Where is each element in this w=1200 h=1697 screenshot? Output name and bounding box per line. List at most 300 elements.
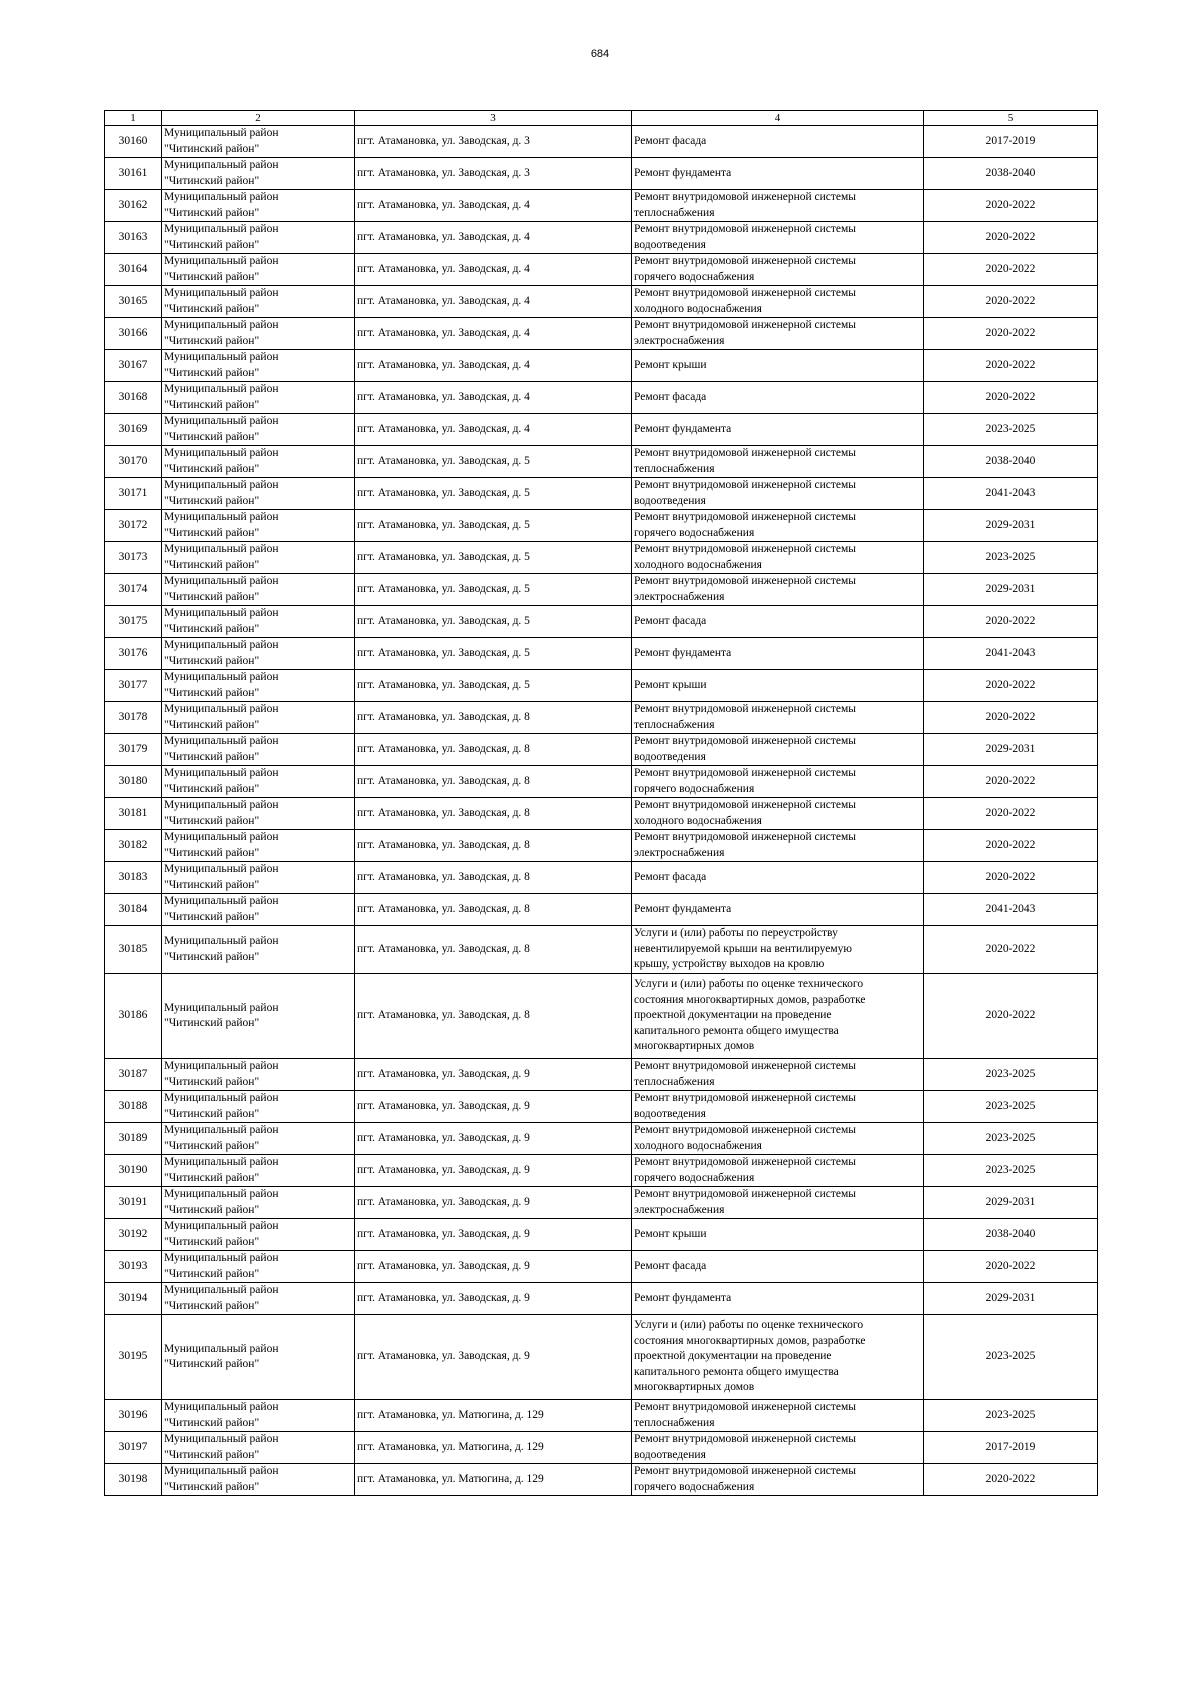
address: пгт. Атамановка, ул. Заводская, д. 9 [355,1123,632,1155]
municipality [162,798,355,830]
table-row [105,702,1098,734]
municipality-line: "Читинский район" [164,1267,260,1280]
work-type [632,126,924,158]
work-type-line: Ремонт фасада [634,614,707,627]
row-number: 30194 [105,1283,162,1315]
work-type [632,1091,924,1123]
period: 2023-2025 [924,1123,1098,1155]
municipality [162,1464,355,1496]
work-type [632,1251,924,1283]
work-type-line: Ремонт крыши [634,678,707,691]
work-type [632,702,924,734]
period: 2029-2031 [924,510,1098,542]
work-type-line: водоотведения [634,238,706,251]
table-row [105,1432,1098,1464]
municipality-line: Муниципальный район [164,543,279,555]
municipality-line: Муниципальный район [164,607,279,619]
row-number: 30179 [105,734,162,766]
municipality-line: Муниципальный район [164,1284,279,1296]
table-row [105,1464,1098,1496]
address: пгт. Атамановка, ул. Заводская, д. 5 [355,478,632,510]
municipality [162,382,355,414]
period: 2020-2022 [924,974,1098,1059]
work-type [632,894,924,926]
address: пгт. Атамановка, ул. Заводская, д. 4 [355,414,632,446]
work-type-line: проектной документации на проведение [634,1350,832,1363]
municipality [162,350,355,382]
address: пгт. Атамановка, ул. Заводская, д. 9 [355,1187,632,1219]
address: пгт. Атамановка, ул. Заводская, д. 3 [355,126,632,158]
address: пгт. Атамановка, ул. Матюгина, д. 129 [355,1432,632,1464]
row-number: 30169 [105,414,162,446]
work-type-line: холодного водоснабжения [634,558,762,571]
address: пгт. Атамановка, ул. Заводская, д. 5 [355,606,632,638]
row-number: 30182 [105,830,162,862]
municipality-line: Муниципальный район [164,1092,279,1104]
work-type-line: горячего водоснабжения [634,1171,755,1184]
work-type-line: электроснабжения [634,334,725,347]
municipality-line: "Читинский район" [164,206,260,219]
row-number: 30162 [105,190,162,222]
work-type-line: Услуги и (или) работы по переустройству [634,927,838,940]
table-row [105,350,1098,382]
work-type-line: теплоснабжения [634,462,715,475]
work-type-line: Ремонт внутридомовой инженерной системы [634,1060,857,1072]
municipality-line: "Читинский район" [164,846,260,859]
municipality [162,574,355,606]
period: 2020-2022 [924,382,1098,414]
table-row [105,574,1098,606]
row-number: 30177 [105,670,162,702]
work-type [632,638,924,670]
municipality-line: Муниципальный район [164,639,279,651]
table-row [105,766,1098,798]
work-type-line: Ремонт внутридомовой инженерной системы [634,191,857,203]
municipality-line: "Читинский район" [164,270,260,283]
work-type-line: электроснабжения [634,1203,725,1216]
municipality-line: "Читинский район" [164,558,260,571]
work-type-line: многоквартирных домов [634,1040,755,1053]
period: 2023-2025 [924,1091,1098,1123]
municipality-line: "Читинский район" [164,526,260,539]
address: пгт. Атамановка, ул. Заводская, д. 4 [355,382,632,414]
municipality [162,1432,355,1464]
work-type-line: Ремонт внутридомовой инженерной системы [634,1092,857,1104]
table-row [105,286,1098,318]
table-row [105,1123,1098,1155]
work-type [632,830,924,862]
municipality-line: Муниципальный район [164,575,279,587]
municipality-line: "Читинский район" [164,1235,260,1248]
municipality-line: "Читинский район" [164,1075,260,1088]
row-number: 30167 [105,350,162,382]
work-type-line: теплоснабжения [634,1416,715,1429]
municipality-line: "Читинский район" [164,1203,260,1216]
table-row [105,1187,1098,1219]
address: пгт. Атамановка, ул. Заводская, д. 9 [355,1283,632,1315]
address: пгт. Атамановка, ул. Заводская, д. 9 [355,1219,632,1251]
work-type-line: холодного водоснабжения [634,814,762,827]
municipality-line: "Читинский район" [164,910,260,923]
work-type [632,254,924,286]
table-row [105,670,1098,702]
row-number: 30186 [105,974,162,1059]
work-type-line: невентилируемой крыши на вентилируемую [634,942,853,955]
row-number: 30190 [105,1155,162,1187]
table-row [105,862,1098,894]
work-type-line: Ремонт внутридомовой инженерной системы [634,575,857,587]
address: пгт. Атамановка, ул. Заводская, д. 8 [355,830,632,862]
table-row [105,638,1098,670]
work-type [632,542,924,574]
row-number: 30197 [105,1432,162,1464]
municipality [162,702,355,734]
work-type [632,862,924,894]
work-type-line: Услуги и (или) работы по оценке технического [634,978,864,991]
table-row [105,414,1098,446]
work-type [632,382,924,414]
address: пгт. Атамановка, ул. Заводская, д. 4 [355,254,632,286]
row-number: 30187 [105,1059,162,1091]
row-number: 30165 [105,286,162,318]
table-row [105,1219,1098,1251]
row-number: 30196 [105,1400,162,1432]
municipality-line: Муниципальный район [164,1001,279,1014]
period: 2020-2022 [924,350,1098,382]
municipality-line: "Читинский район" [164,238,260,251]
municipality-line: "Читинский район" [164,174,260,187]
municipality-line: "Читинский район" [164,686,260,699]
municipality-line: Муниципальный район [164,127,279,139]
period: 2020-2022 [924,926,1098,974]
municipality-line: Муниципальный район [164,351,279,363]
address: пгт. Атамановка, ул. Заводская, д. 8 [355,702,632,734]
work-type-line: горячего водоснабжения [634,782,755,795]
address: пгт. Атамановка, ул. Матюгина, д. 129 [355,1400,632,1432]
address: пгт. Атамановка, ул. Заводская, д. 8 [355,798,632,830]
period: 2020-2022 [924,766,1098,798]
municipality-line: Муниципальный район [164,415,279,427]
address: пгт. Атамановка, ул. Заводская, д. 5 [355,670,632,702]
municipality-line: "Читинский район" [164,950,260,963]
row-number: 30163 [105,222,162,254]
work-type-line: водоотведения [634,1107,706,1120]
row-number: 30183 [105,862,162,894]
municipality [162,830,355,862]
municipality [162,286,355,318]
work-type-line: Ремонт фасада [634,1259,707,1272]
header-cell-3: 3 [355,111,632,126]
municipality [162,1400,355,1432]
table-row [105,542,1098,574]
municipality-line: "Читинский район" [164,718,260,731]
period: 2020-2022 [924,222,1098,254]
row-number: 30171 [105,478,162,510]
address: пгт. Атамановка, ул. Заводская, д. 5 [355,542,632,574]
work-type-line: крышу, устройству выходов на кровлю [634,958,825,971]
row-number: 30198 [105,1464,162,1496]
period: 2029-2031 [924,574,1098,606]
municipality-line: Муниципальный район [164,1060,279,1072]
work-type-line: горячего водоснабжения [634,1480,755,1493]
period: 2020-2022 [924,830,1098,862]
municipality [162,1219,355,1251]
municipality-line: Муниципальный район [164,935,279,947]
work-type-line: Ремонт внутридомовой инженерной системы [634,287,857,299]
work-type-line: горячего водоснабжения [634,526,755,539]
table-row [105,222,1098,254]
municipality-line: "Читинский район" [164,366,260,379]
row-number: 30180 [105,766,162,798]
work-type [632,1219,924,1251]
municipality [162,734,355,766]
municipality-line: "Читинский район" [164,1448,260,1461]
address: пгт. Атамановка, ул. Заводская, д. 4 [355,286,632,318]
municipality-line: Муниципальный район [164,223,279,235]
work-type-line: Ремонт внутридомовой инженерной системы [634,703,857,715]
municipality [162,1315,355,1400]
row-number: 30161 [105,158,162,190]
table-row [105,606,1098,638]
table-row [105,126,1098,158]
address: пгт. Атамановка, ул. Заводская, д. 3 [355,158,632,190]
address: пгт. Атамановка, ул. Заводская, д. 4 [355,190,632,222]
period: 2020-2022 [924,702,1098,734]
municipality-line: Муниципальный район [164,799,279,811]
work-type-line: Ремонт внутридомовой инженерной системы [634,1156,857,1168]
municipality [162,126,355,158]
table-row [105,734,1098,766]
period: 2029-2031 [924,734,1098,766]
row-number: 30172 [105,510,162,542]
header-cell-5: 5 [924,111,1098,126]
address: пгт. Атамановка, ул. Заводская, д. 9 [355,1059,632,1091]
period: 2038-2040 [924,446,1098,478]
period: 2023-2025 [924,1315,1098,1400]
work-type-line: Ремонт фасада [634,390,707,403]
municipality-line: Муниципальный район [164,703,279,715]
municipality-line: "Читинский район" [164,334,260,347]
table-row [105,190,1098,222]
period: 2023-2025 [924,1059,1098,1091]
work-type-line: теплоснабжения [634,1075,715,1088]
row-number: 30170 [105,446,162,478]
work-type-line: Ремонт фундамента [634,1291,732,1304]
municipality-line: Муниципальный район [164,159,279,171]
period: 2023-2025 [924,1155,1098,1187]
row-number: 30164 [105,254,162,286]
work-type [632,1432,924,1464]
work-type [632,222,924,254]
row-number: 30193 [105,1251,162,1283]
table-row [105,382,1098,414]
municipality-line: Муниципальный район [164,1401,279,1413]
municipality [162,510,355,542]
municipality [162,1059,355,1091]
municipality-line: "Читинский район" [164,654,260,667]
work-type-line: Ремонт внутридомовой инженерной системы [634,511,857,523]
address: пгт. Атамановка, ул. Заводская, д. 8 [355,894,632,926]
municipality-line: Муниципальный район [164,1465,279,1477]
work-type [632,190,924,222]
work-type-line: многоквартирных домов [634,1381,755,1394]
municipality-line: Муниципальный район [164,1156,279,1168]
work-type [632,1400,924,1432]
table-row [105,478,1098,510]
work-type [632,926,924,974]
table-body [105,111,1098,1496]
work-type-line: Ремонт внутридомовой инженерной системы [634,447,857,459]
municipality-line: "Читинский район" [164,430,260,443]
row-number: 30189 [105,1123,162,1155]
work-type-line: Ремонт внутридомовой инженерной системы [634,255,857,267]
row-number: 30173 [105,542,162,574]
work-type-line: холодного водоснабжения [634,302,762,315]
period: 2017-2019 [924,1432,1098,1464]
municipality [162,414,355,446]
municipality-line: Муниципальный район [164,735,279,747]
period: 2020-2022 [924,1251,1098,1283]
municipality-line: "Читинский район" [164,1299,260,1312]
work-type-line: Ремонт внутридомовой инженерной системы [634,735,857,747]
work-type-line: Ремонт фундамента [634,902,732,915]
work-type-line: Ремонт внутридомовой инженерной системы [634,1465,857,1477]
row-number: 30174 [105,574,162,606]
municipality-line: Муниципальный район [164,319,279,331]
municipality [162,862,355,894]
work-type-line: теплоснабжения [634,206,715,219]
work-type [632,1283,924,1315]
table-row [105,894,1098,926]
work-type [632,446,924,478]
work-type-line: капитального ремонта общего имущества [634,1024,839,1037]
work-type-line: Ремонт фундамента [634,646,732,659]
table-row [105,254,1098,286]
work-type-line: Услуги и (или) работы по оценке технического [634,1319,864,1332]
work-type-line: Ремонт внутридомовой инженерной системы [634,479,857,491]
table-row [105,1155,1098,1187]
table-row [105,974,1098,1059]
municipality [162,670,355,702]
work-type-line: капитального ремонта общего имущества [634,1365,839,1378]
municipality [162,1283,355,1315]
municipality-line: "Читинский район" [164,302,260,315]
capital-repair-table [104,110,1098,1496]
municipality-line: "Читинский район" [164,590,260,603]
municipality [162,542,355,574]
municipality-line: "Читинский район" [164,622,260,635]
municipality-line: "Читинский район" [164,750,260,763]
work-type-line: Ремонт крыши [634,1227,707,1240]
period: 2029-2031 [924,1187,1098,1219]
work-type [632,670,924,702]
work-type-line: водоотведения [634,494,706,507]
work-type [632,286,924,318]
address: пгт. Атамановка, ул. Заводская, д. 4 [355,318,632,350]
row-number: 30191 [105,1187,162,1219]
work-type-line: горячего водоснабжения [634,270,755,283]
municipality [162,158,355,190]
municipality [162,606,355,638]
table-row [105,446,1098,478]
municipality [162,1251,355,1283]
work-type-line: Ремонт внутридомовой инженерной системы [634,1188,857,1200]
municipality [162,254,355,286]
period: 2023-2025 [924,542,1098,574]
address: пгт. Атамановка, ул. Заводская, д. 8 [355,766,632,798]
municipality-line: "Читинский район" [164,1416,260,1429]
period: 2041-2043 [924,478,1098,510]
row-number: 30166 [105,318,162,350]
work-type-line: Ремонт фундамента [634,166,732,179]
work-type [632,798,924,830]
municipality-line: "Читинский район" [164,1480,260,1493]
address: пгт. Атамановка, ул. Заводская, д. 5 [355,446,632,478]
work-type [632,1464,924,1496]
work-type-line: Ремонт фасада [634,870,707,883]
work-type-line: теплоснабжения [634,718,715,731]
table-row [105,926,1098,974]
period: 2038-2040 [924,158,1098,190]
period: 2023-2025 [924,414,1098,446]
work-type-line: водоотведения [634,1448,706,1461]
municipality-line: "Читинский район" [164,1171,260,1184]
address: пгт. Атамановка, ул. Заводская, д. 9 [355,1251,632,1283]
work-type [632,1315,924,1400]
municipality-line: Муниципальный район [164,767,279,779]
work-type [632,766,924,798]
work-type [632,478,924,510]
address: пгт. Атамановка, ул. Заводская, д. 9 [355,1091,632,1123]
address: пгт. Атамановка, ул. Заводская, д. 8 [355,734,632,766]
municipality-line: Муниципальный район [164,479,279,491]
municipality [162,1155,355,1187]
period: 2020-2022 [924,670,1098,702]
period: 2017-2019 [924,126,1098,158]
municipality-line: "Читинский район" [164,494,260,507]
period: 2023-2025 [924,1400,1098,1432]
work-type [632,1059,924,1091]
work-type-line: электроснабжения [634,846,725,859]
municipality [162,894,355,926]
work-type-line: Ремонт внутридомовой инженерной системы [634,799,857,811]
row-number: 30168 [105,382,162,414]
municipality-line: Муниципальный район [164,447,279,459]
municipality [162,1187,355,1219]
period: 2020-2022 [924,286,1098,318]
municipality-line: "Читинский район" [164,1139,260,1152]
municipality-line: Муниципальный район [164,287,279,299]
municipality-line: "Читинский район" [164,462,260,475]
address: пгт. Атамановка, ул. Заводская, д. 8 [355,926,632,974]
address: пгт. Атамановка, ул. Заводская, д. 8 [355,862,632,894]
table-row [105,1400,1098,1432]
municipality [162,1091,355,1123]
work-type-line: холодного водоснабжения [634,1139,762,1152]
work-type [632,606,924,638]
work-type-line: Ремонт внутридомовой инженерной системы [634,319,857,331]
row-number: 30176 [105,638,162,670]
work-type [632,734,924,766]
work-type-line: Ремонт внутридомовой инженерной системы [634,767,857,779]
address: пгт. Атамановка, ул. Заводская, д. 8 [355,974,632,1059]
row-number: 30192 [105,1219,162,1251]
municipality-line: Муниципальный район [164,671,279,683]
table-row [105,1283,1098,1315]
row-number: 30181 [105,798,162,830]
address: пгт. Атамановка, ул. Заводская, д. 5 [355,510,632,542]
table-row [105,1059,1098,1091]
